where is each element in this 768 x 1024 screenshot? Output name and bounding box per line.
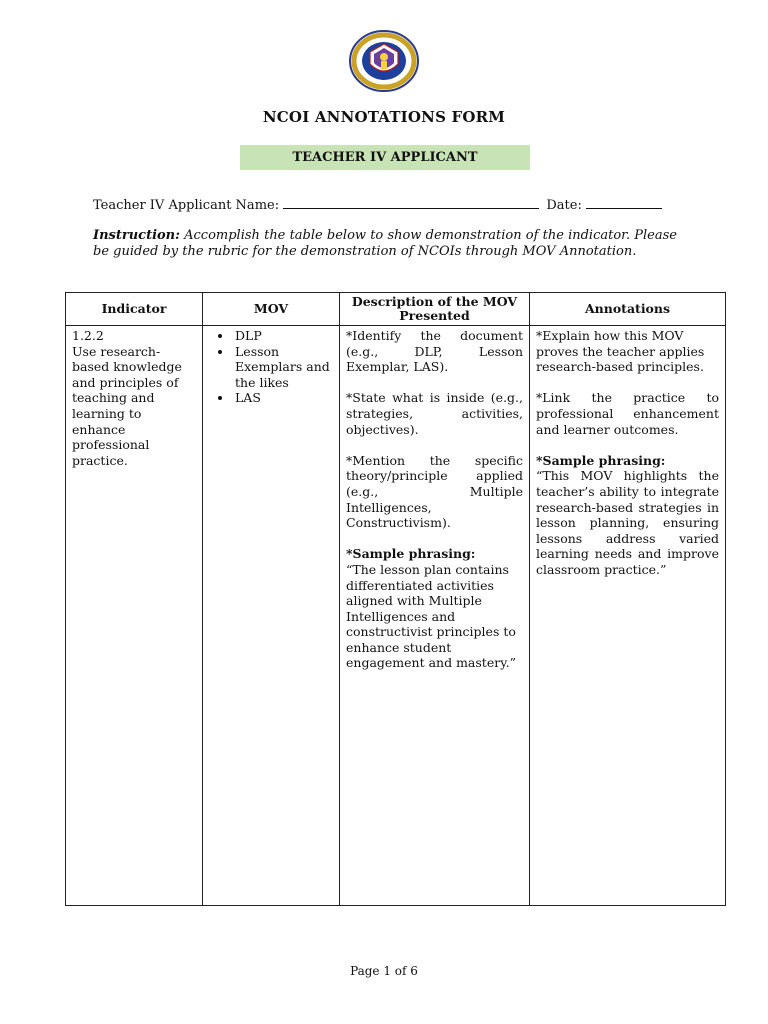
instruction-paragraph <box>93 228 677 260</box>
mov-list <box>209 328 333 406</box>
page-number: Page 1 of 6 <box>350 964 418 978</box>
name-label: Teacher IV Applicant Name: <box>93 198 280 213</box>
date-field[interactable] <box>586 196 662 209</box>
applicant-banner: TEACHER IV APPLICANT <box>240 145 530 170</box>
instruction-label: Instruction: <box>93 228 180 243</box>
list-item: • DLP <box>233 328 333 344</box>
annotation-link: *Link the practice to professional enhancement and learner outcomes. <box>536 390 719 437</box>
table-row <box>66 326 726 906</box>
deped-seal-logo <box>348 30 420 92</box>
list-item: • Lesson Exemplars and the likes <box>233 344 333 391</box>
description-mention: *Mention the specific theory/principle applied (e.g., Multiple Intelligences, Constructivism). <box>346 452 523 531</box>
mov-cell[interactable] <box>203 326 340 906</box>
indicator-code: 1.2.2 <box>72 328 104 343</box>
list-item: • LAS <box>233 390 333 406</box>
date-label: Date: <box>546 198 582 213</box>
name-field[interactable] <box>283 196 539 209</box>
indicator-text: Use research-based knowledge and principles of teaching and learning to enhance professional practice. <box>72 343 182 468</box>
header-indicator: Indicator <box>66 293 203 326</box>
header-annotations: Annotations <box>530 293 726 326</box>
header-description: Description of the MOV Presented <box>340 293 530 326</box>
form-title: NCOI ANNOTATIONS FORM <box>262 108 506 126</box>
instruction-text: Accomplish the table below to show demonstration of the indicator. Please be guided by the rubric for the demonstration of NCOIs through MOV Annotation. <box>93 228 677 259</box>
applicant-name-row <box>93 196 662 213</box>
description-state: *State what is inside (e.g., strategies, activities, objectives). <box>346 390 523 437</box>
header-mov: MOV <box>203 293 340 326</box>
description-cell[interactable] <box>340 326 530 906</box>
table-header-row <box>66 293 726 326</box>
annotations-cell[interactable] <box>530 326 726 906</box>
annotation-sample <box>536 453 719 578</box>
sample-phrasing-label: *Sample phrasing: <box>346 546 476 562</box>
sample-phrasing-text: “This MOV highlights the teacher’s ability to integrate research-based strategies in lesson planning, ensuring lessons address varied learning needs and improve classroom practice.” <box>536 468 719 577</box>
sample-phrasing-text: “The lesson plan contains differentiated activities aligned with Multiple Intelligences and constructivist principles to enhance student engagement and mastery.” <box>346 561 516 671</box>
annotations-table <box>65 292 726 906</box>
description-sample <box>346 546 523 671</box>
indicator-cell[interactable] <box>66 326 203 906</box>
description-identify: *Identify the document (e.g., DLP, Lesson Exemplar, LAS). <box>346 328 523 375</box>
annotation-explain: *Explain how this MOV proves the teacher applies research-based principles. <box>536 328 705 375</box>
sample-phrasing-label: *Sample phrasing: <box>536 452 666 468</box>
